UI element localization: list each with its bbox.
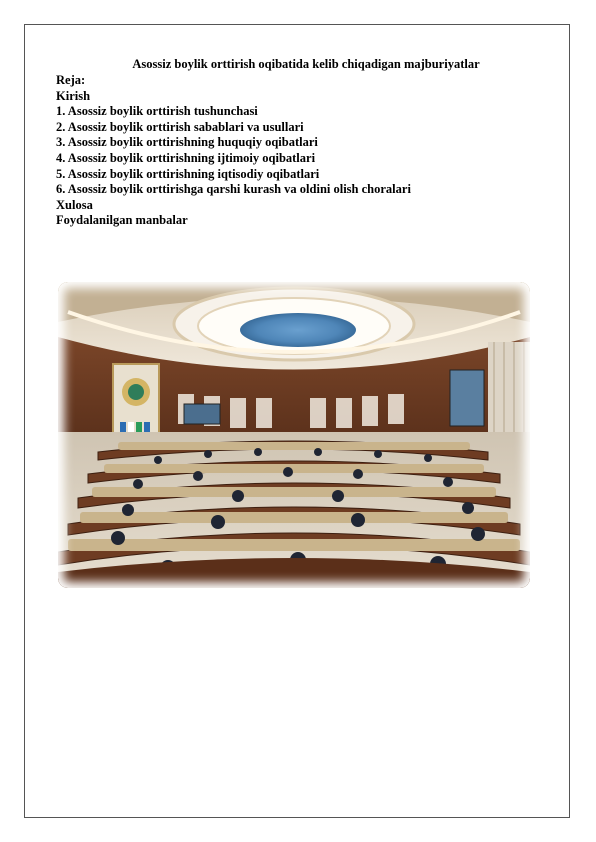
outline-item: Xulosa	[56, 197, 93, 212]
outline-item: Foydalanilgan manbalar	[56, 213, 188, 228]
outline-heading: Reja:	[56, 73, 86, 87]
parliament-chamber-photo	[58, 282, 530, 588]
outline-item: 1. Asossiz boylik orttirish tushunchasi	[56, 104, 258, 119]
outline-item: 5. Asossiz boylik orttirishning iqtisodiy oqibatlari	[56, 166, 320, 181]
outline-item: 3. Asossiz boylik orttirishning huquqiy oqibatlari	[56, 135, 318, 150]
outline-list	[56, 73, 411, 229]
outline-item: 6. Asossiz boylik orttirishga qarshi kurash va oldini olish choralari	[56, 182, 411, 197]
outline-item: 2. Asossiz boylik orttirish sabablari va usullari	[56, 119, 304, 134]
outline-item: 4. Asossiz boylik orttirishning ijtimoiy oqibatlari	[56, 150, 316, 165]
outline-item: Kirish	[56, 88, 91, 103]
document-title: Asossiz boylik orttirish oqibatida kelib chiqadigan majburiyatlar	[132, 57, 480, 71]
